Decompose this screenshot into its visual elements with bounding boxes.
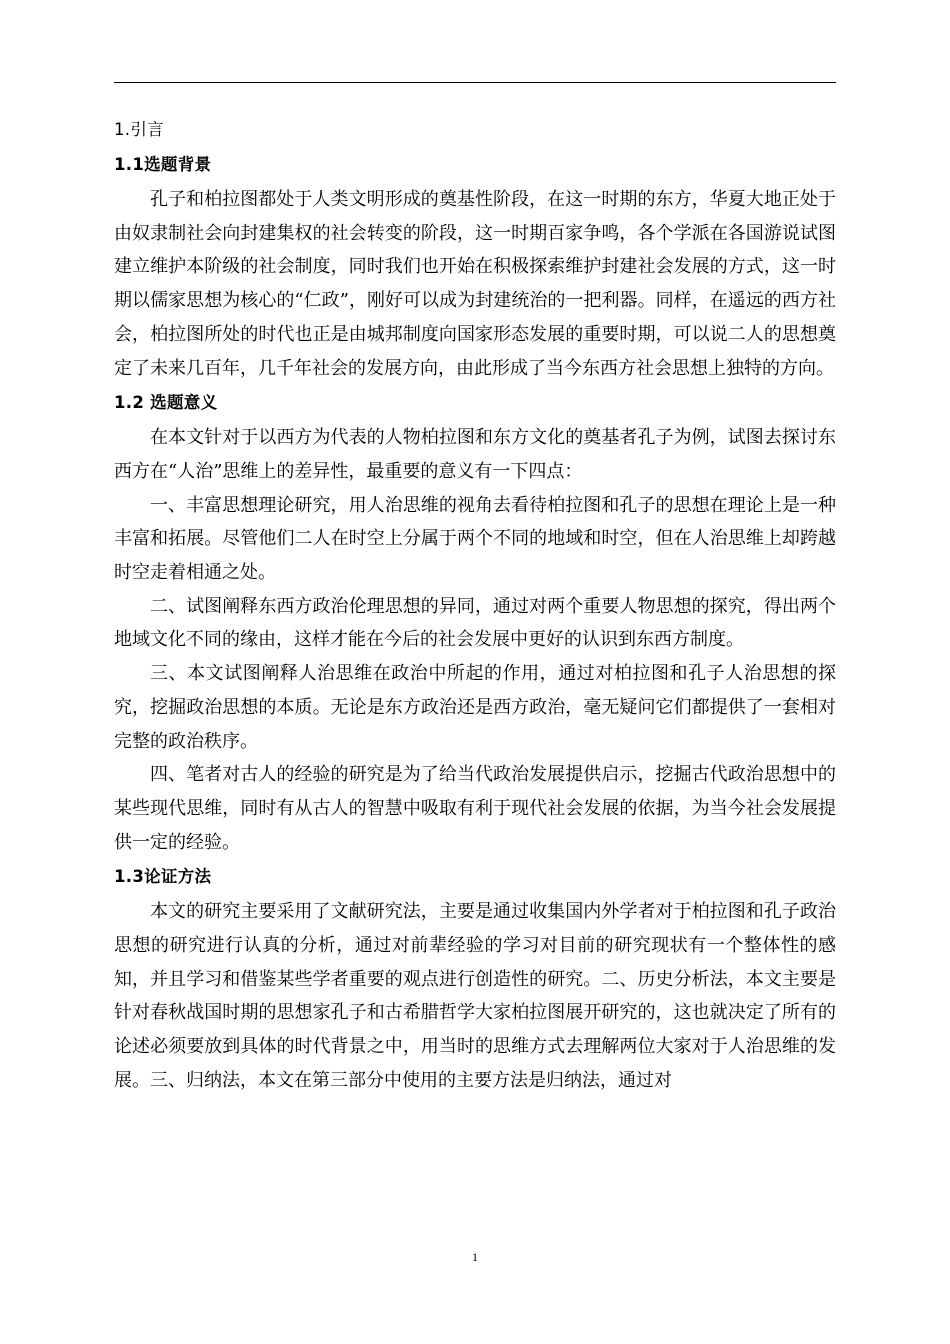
paragraph-significance-1: 一、丰富思想理论研究，用人治思维的视角去看待柏拉图和孔子的思想在理论上是一种丰富和拓展。尽管他们二人在时空上分属于两个不同的地域和时空，但在人治思维上却跨越时空走着相通之处。 [114,494,836,584]
paragraph-methods: 本文的研究主要采用了文献研究法，主要是通过收集国内外学者对于柏拉图和孔子政治思想的研究进行认真的分析，通过对前辈经验的学习对目前的研究现状有一个整体性的感知，并且学习和借鉴某些学者重要的观点进行创造性的研究。二、历史分析法，本文主要是针对春秋战国时期的思想家孔子和古希腊哲学大家柏拉图展开研究的，这也就决定了所有的论述必须要放到具体的时代背景之中，用当时的思维方式去理解两位大家对于人治思维的发展。三、归纳法，本文在第三部分中使用的主要方法是归纳法，通过对 [114,901,836,1091]
document-body [114,113,836,1098]
heading-introduction: 1.引言 [114,120,164,139]
heading-methods: 1.3论证方法 [114,867,212,887]
header-rule [114,82,836,83]
page-number: 1 [472,1250,478,1264]
paragraph-significance-3: 三、本文试图阐释人治思维在政治中所起的作用，通过对柏拉图和孔子人治思想的探究，挖掘政治思想的本质。无论是东方政治还是西方政治，毫无疑问它们都提供了一套相对完整的政治秩序。 [114,663,836,752]
paragraph-background: 孔子和柏拉图都处于人类文明形成的奠基性阶段，在这一时期的东方，华夏大地正处于由奴隶制社会向封建集权的社会转变的阶段，这一时期百家争鸣，各个学派在各国游说试图建立维护本阶级的社会制度，同时我们也开始在积极探索维护封建社会发展的方式，这一时期以儒家思想为核心的“仁政”，刚好可以成为封建统治的一把利器。同样，在遥远的西方社会，柏拉图所处的时代也正是由城邦制度向国家形态发展的重要时期，可以说二人的思想奠定了未来几百年，几千年社会的发展方向，由此形成了当今东西方社会思想上独特的方向。 [114,189,836,379]
heading-topic-background: 1.1选题背景 [114,155,212,174]
heading-topic-significance: 1.2 选题意义 [114,393,218,413]
paragraph-significance-intro: 在本文针对于以西方为代表的人物柏拉图和东方文化的奠基者孔子为例，试图去探讨东西方在“人治”思维上的差异性，最重要的意义有一下四点： [114,427,836,482]
paragraph-significance-4: 四、笔者对古人的经验的研究是为了给当代政治发展提供启示，挖掘古代政治思想中的某些现代思维，同时有从古人的智慧中吸取有利于现代社会发展的依据，为当今社会发展提供一定的经验。 [114,764,836,853]
paragraph-significance-2: 二、试图阐释东西方政治伦理思想的异同，通过对两个重要人物思想的探究，得出两个地域文化不同的缘由，这样才能在今后的社会发展中更好的认识到东西方制度。 [114,595,836,651]
